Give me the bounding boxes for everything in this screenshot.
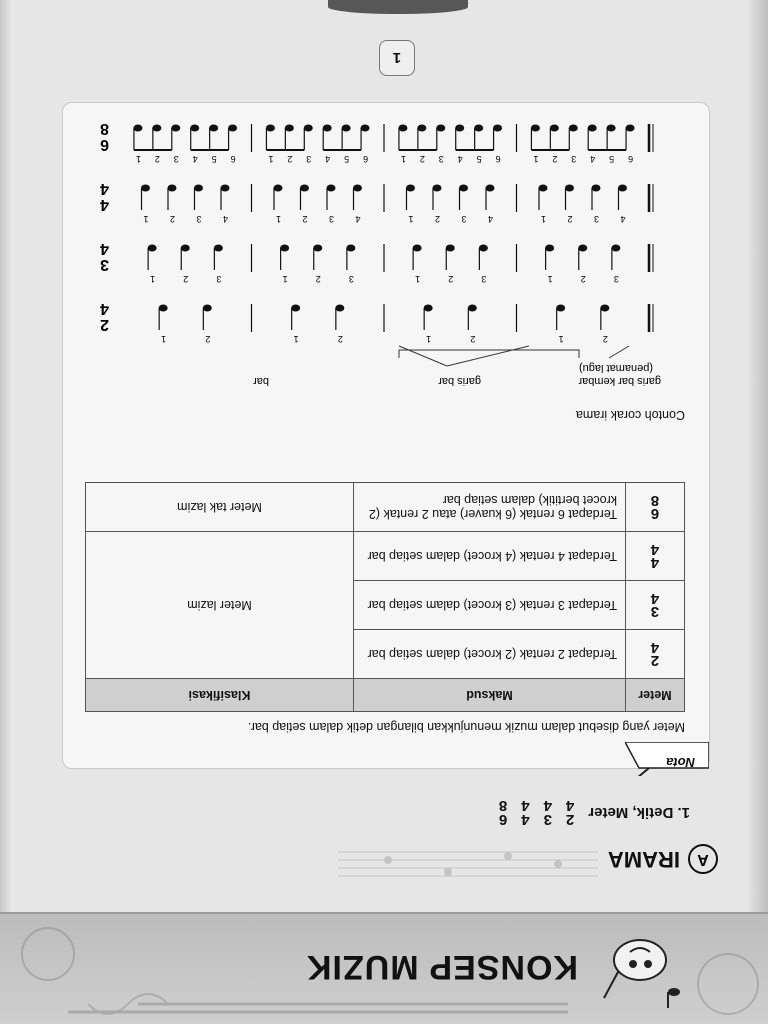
beat-count: 1 — [275, 214, 281, 224]
item-1-heading — [499, 799, 690, 826]
beat-count: 6 — [495, 154, 501, 164]
section-heading — [608, 844, 718, 874]
label-garis-bar-kembar: garis bar kembar — [578, 375, 661, 387]
note-head — [607, 125, 616, 132]
note-head — [417, 125, 426, 132]
beat-count: 4 — [590, 154, 596, 164]
beat-count: 3 — [461, 214, 467, 224]
beat-count: 3 — [348, 274, 354, 284]
beat-count: 5 — [609, 154, 615, 164]
example-meter-bottom: 4 — [100, 300, 109, 317]
beat-count: 4 — [620, 214, 626, 224]
header-meter: Meter — [626, 679, 685, 712]
meter-table — [85, 482, 685, 712]
beat-count: 4 — [222, 214, 228, 224]
examples-title: Contoh corak irama — [575, 408, 685, 422]
row-maksud: Terdapat 6 rentak (6 kuaver) atau 2 rentak (2 krocet bertitik) dalam setiap bar — [354, 483, 626, 532]
label-bar: bar — [253, 375, 269, 387]
beat-count: 1 — [408, 214, 414, 224]
note-head — [327, 185, 336, 192]
row-maksud: Terdapat 3 rentak (3 krocet) dalam setiap bar — [354, 581, 626, 630]
beat-count: 1 — [558, 334, 564, 344]
beat-count: 2 — [567, 214, 573, 224]
beat-count: 4 — [355, 214, 361, 224]
beat-count: 1 — [293, 334, 299, 344]
row-meter: 6 8 — [626, 483, 685, 532]
note-head — [323, 125, 332, 132]
meter-2-4: 2 4 — [565, 797, 575, 828]
garis-bar-kembar-arrow — [609, 346, 629, 358]
beat-count: 4 — [457, 154, 463, 164]
beat-count: 3 — [196, 214, 202, 224]
staff-decoration — [338, 844, 598, 884]
table-header-row — [86, 679, 685, 712]
note-head — [159, 305, 168, 312]
example-meter-top: 3 — [100, 256, 109, 273]
chapter-title: KONSEP MUZIK — [305, 948, 578, 986]
note-head — [424, 305, 433, 312]
note-head — [148, 245, 157, 252]
note-head — [209, 125, 218, 132]
note-head — [171, 125, 180, 132]
note-head — [168, 185, 177, 192]
note-head — [406, 185, 415, 192]
label-penamat-lagu: (penamat lagu) — [579, 362, 653, 374]
mascot-music-note-icon — [598, 922, 688, 1012]
beat-count: 2 — [154, 154, 160, 164]
beat-count: 6 — [628, 154, 634, 164]
beat-count: 3 — [328, 214, 334, 224]
note-head — [486, 185, 495, 192]
beat-count: 1 — [268, 154, 274, 164]
chapter-banner — [0, 912, 768, 1024]
beat-count: 1 — [533, 154, 539, 164]
page-number: 1 — [379, 40, 415, 76]
note-head — [342, 125, 351, 132]
note-head — [626, 125, 635, 132]
scan-edge-shadow-right — [0, 0, 14, 1024]
beat-count: 1 — [547, 274, 553, 284]
example-meter-top: 4 — [100, 196, 109, 213]
note-head — [214, 245, 223, 252]
note-head — [335, 305, 344, 312]
note-head — [592, 185, 601, 192]
example-meter-top: 6 — [100, 136, 109, 153]
row-maksud: Terdapat 2 rentak (2 krocet) dalam setiap bar — [354, 630, 626, 679]
note-head — [578, 245, 587, 252]
beat-count: 2 — [169, 214, 175, 224]
beat-count: 3 — [571, 154, 577, 164]
note-head — [285, 125, 294, 132]
beat-count: 2 — [552, 154, 558, 164]
meter-6-8: 6 8 — [498, 797, 508, 828]
beat-count: 3 — [613, 274, 619, 284]
row-klasifikasi-lazim: Meter lazim — [86, 532, 354, 679]
meter-3-4: 3 4 — [543, 797, 552, 828]
beat-count: 2 — [287, 154, 293, 164]
row-meter: 4 4 — [626, 532, 685, 581]
note-head — [565, 185, 574, 192]
note-head — [346, 245, 355, 252]
note-head — [313, 245, 322, 252]
beat-count: 2 — [337, 334, 343, 344]
note-head — [569, 125, 578, 132]
beat-count: 2 — [183, 274, 189, 284]
example-meter-bottom: 4 — [100, 180, 109, 197]
beat-count: 2 — [205, 334, 211, 344]
note-head — [274, 185, 283, 192]
rhythm-rows — [100, 120, 653, 366]
note-head — [474, 125, 483, 132]
section-title: IRAMA — [607, 847, 680, 872]
note-head — [181, 245, 190, 252]
beat-count: 1 — [282, 274, 288, 284]
note-head — [446, 245, 455, 252]
beat-count: 5 — [211, 154, 217, 164]
note-head — [436, 125, 445, 132]
beat-count: 2 — [315, 274, 321, 284]
row-klasifikasi-tak-lazim: Meter tak lazim — [86, 483, 354, 532]
row-maksud: Terdapat 4 rentak (4 krocet) dalam setiap bar — [354, 532, 626, 581]
note-head — [545, 245, 554, 252]
example-meter-bottom: 4 — [100, 240, 109, 257]
item-1-label: 1. Detik, Meter — [588, 804, 690, 821]
row-meter: 2 4 — [626, 630, 685, 679]
beat-count: 3 — [593, 214, 599, 224]
note-head — [353, 185, 362, 192]
note-head — [203, 305, 212, 312]
beat-count: 6 — [230, 154, 236, 164]
beat-count: 2 — [470, 334, 476, 344]
note-head — [479, 245, 488, 252]
note-head — [291, 305, 300, 312]
note-head — [413, 245, 422, 252]
note-head — [300, 185, 309, 192]
note-head — [152, 125, 161, 132]
nota-intro-text: Meter yang disebut dalam muzik menunjukkan bilangan detik dalam setiap bar. — [247, 720, 685, 734]
note-head — [398, 125, 407, 132]
beat-count: 4 — [487, 214, 493, 224]
meter-4-4: 4 4 — [521, 797, 530, 828]
note-head — [228, 125, 237, 132]
note-head — [531, 125, 540, 132]
beat-count: 4 — [192, 154, 198, 164]
note-head — [280, 245, 289, 252]
beat-count: 1 — [150, 274, 156, 284]
beat-count: 2 — [419, 154, 425, 164]
example-meter-top: 2 — [100, 316, 109, 333]
table-row — [86, 630, 685, 679]
note-head — [618, 185, 627, 192]
beat-count: 1 — [400, 154, 406, 164]
note-head — [221, 185, 230, 192]
scan-edge-shadow — [746, 0, 768, 1024]
note-head — [493, 125, 502, 132]
note-head — [556, 305, 565, 312]
beat-count: 3 — [216, 274, 222, 284]
example-meter-bottom: 8 — [100, 120, 109, 137]
nota-card — [62, 102, 710, 769]
beat-count: 5 — [344, 154, 350, 164]
note-head — [194, 185, 203, 192]
beat-count: 3 — [438, 154, 444, 164]
note-head — [455, 125, 464, 132]
beat-count: 2 — [580, 274, 586, 284]
beat-count: 2 — [302, 214, 308, 224]
beat-count: 2 — [434, 214, 440, 224]
beat-count: 1 — [161, 334, 167, 344]
binding-shadow — [328, 0, 468, 14]
beat-count: 1 — [135, 154, 141, 164]
beat-count: 4 — [325, 154, 331, 164]
note-head — [133, 125, 142, 132]
note-head — [266, 125, 275, 132]
header-maksud: Maksud — [354, 679, 626, 712]
beat-count: 1 — [540, 214, 546, 224]
beat-count: 5 — [476, 154, 482, 164]
beat-count: 1 — [143, 214, 149, 224]
beat-count: 2 — [448, 274, 454, 284]
garis-bar-arrows — [399, 346, 529, 366]
nota-label: Nota — [666, 755, 695, 770]
note-head — [433, 185, 442, 192]
note-head — [459, 185, 468, 192]
note-head — [468, 305, 477, 312]
label-garis-bar: garis bar — [438, 375, 481, 387]
banner-text-lines — [68, 996, 568, 1018]
beat-count: 1 — [426, 334, 432, 344]
note-head — [361, 125, 370, 132]
note-head — [141, 185, 150, 192]
note-head — [600, 305, 609, 312]
beat-count: 3 — [173, 154, 179, 164]
note-head — [539, 185, 548, 192]
section-letter-badge: A — [688, 844, 718, 874]
rhythm-examples — [63, 103, 709, 408]
table-row — [86, 483, 685, 532]
note-head — [588, 125, 597, 132]
header-klasifikasi: Klasifikasi — [86, 679, 354, 712]
note-head — [611, 245, 620, 252]
row-meter: 3 4 — [626, 581, 685, 630]
beat-count: 2 — [602, 334, 608, 344]
beat-count: 3 — [306, 154, 312, 164]
beat-count: 1 — [415, 274, 421, 284]
beat-count: 3 — [481, 274, 487, 284]
note-head — [550, 125, 559, 132]
beat-count: 6 — [363, 154, 369, 164]
note-head — [190, 125, 199, 132]
note-head — [304, 125, 313, 132]
